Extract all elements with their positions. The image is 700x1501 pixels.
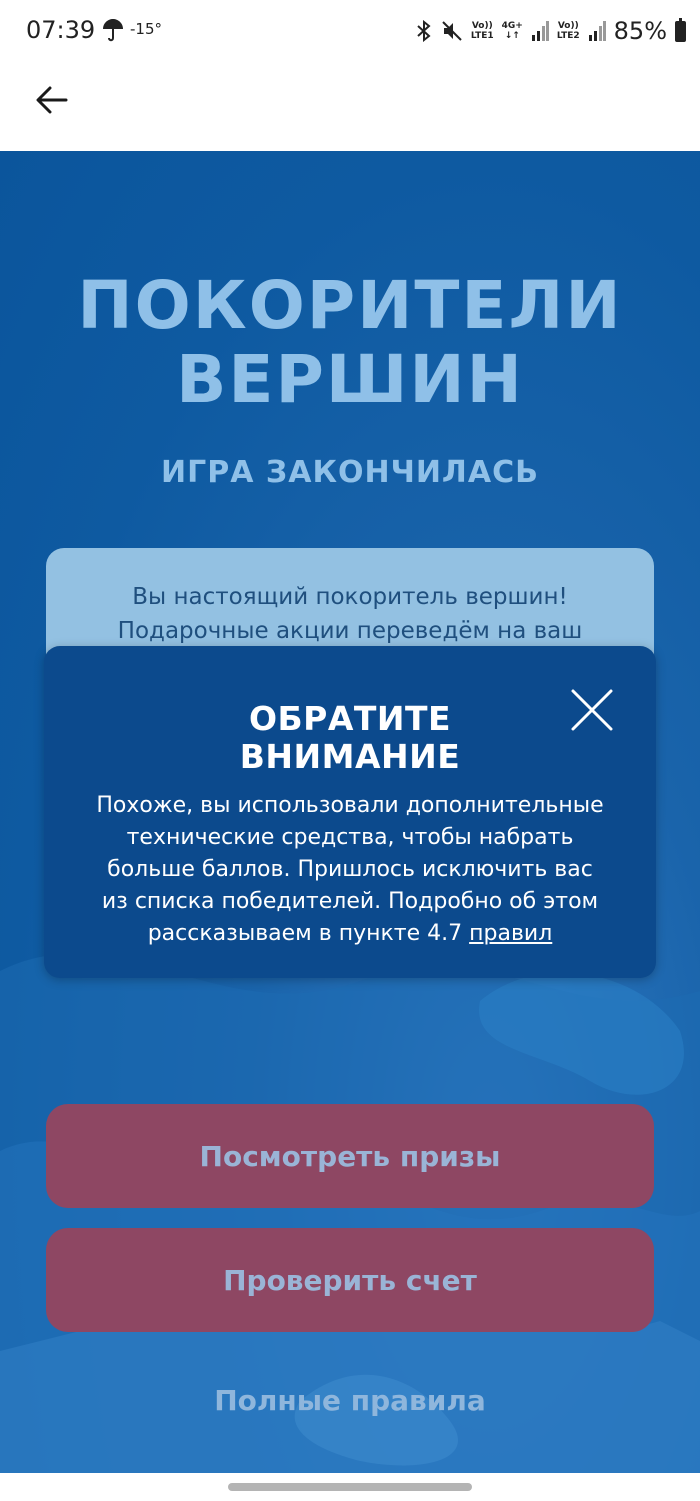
system-navigation-bar bbox=[0, 1473, 700, 1501]
bluetooth-icon bbox=[415, 20, 433, 42]
game-title-line1: ПОКОРИТЕЛИ bbox=[77, 267, 623, 344]
home-indicator[interactable] bbox=[228, 1483, 472, 1491]
signal-icon bbox=[588, 21, 606, 41]
battery-percent: 85% bbox=[613, 17, 667, 45]
game-title-line2: ВЕРШИН bbox=[176, 341, 524, 418]
signal-icon bbox=[531, 21, 549, 41]
warning-dialog bbox=[44, 646, 656, 978]
lte1-indicator: Vo)) LTE1 bbox=[470, 21, 494, 41]
status-bar bbox=[0, 0, 700, 62]
result-info-text: Вы настоящий покоритель вершин! Подарочные акции переведём на ваш bbox=[117, 584, 583, 644]
status-right-group bbox=[415, 16, 686, 46]
mute-icon bbox=[441, 20, 463, 42]
battery-icon bbox=[675, 21, 686, 42]
umbrella-icon bbox=[102, 18, 124, 42]
top-navigation bbox=[0, 62, 700, 151]
lte2-indicator: Vo)) LTE2 bbox=[556, 21, 580, 41]
check-account-button[interactable]: Проверить счет bbox=[46, 1228, 654, 1332]
rules-link[interactable]: правил bbox=[469, 921, 553, 946]
arrow-left-icon bbox=[36, 86, 68, 114]
view-prizes-button[interactable]: Посмотреть призы bbox=[46, 1104, 654, 1208]
status-time: 07:39 bbox=[26, 16, 96, 44]
network-type-indicator: 4G+ ↓↑ bbox=[501, 21, 523, 41]
dialog-title: ОБРАТИТЕ ВНИМАНИЕ bbox=[239, 699, 461, 776]
game-status-subtitle: ИГРА ЗАКОНЧИЛАСЬ bbox=[161, 455, 539, 490]
full-rules-link[interactable]: Полные правила bbox=[214, 1384, 486, 1417]
status-temperature: -15° bbox=[130, 20, 162, 38]
game-title bbox=[0, 269, 700, 417]
back-button[interactable] bbox=[22, 74, 82, 126]
dialog-message: Похоже, вы использовали дополнительные технические средства, чтобы набрать больше баллов. Пришлось исключить вас из списка победителей. Подробно об этом рассказываем в пункте 4.7 правил bbox=[96, 793, 604, 946]
